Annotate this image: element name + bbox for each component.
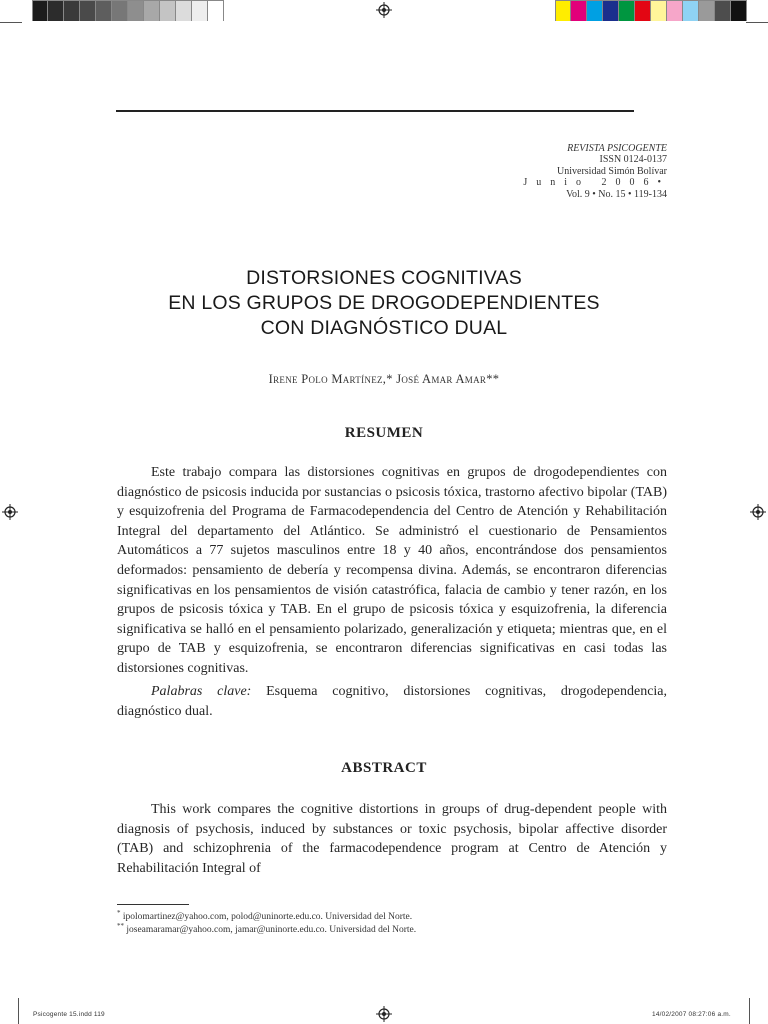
- calibration-swatch: [48, 1, 64, 21]
- registration-mark-top-icon: [376, 2, 392, 18]
- title-line: EN LOS GRUPOS DE DROGODEPENDIENTES: [168, 292, 600, 314]
- journal-info: [523, 143, 670, 200]
- crop-mark: [0, 22, 22, 23]
- calibration-swatch: [587, 1, 603, 21]
- resumen-body: Este trabajo compara las distorsiones cognitivas en grupos de drogodependientes con diagnóstico de psicosis inducida por sustancias o psicosis tóxica, trastorno afectivo bipolar (TAB) y esquizofrenia del Programa de Farmacodependencia del Centro de Atención y Rehabilitación Integral del departamento del Atlántico. Se administró el cuestionario de Pensamientos Automáticos a 77 sujetos masculinos entre 18 y 40 años, encontrándose dos pensamientos deformados: pensamiento de debería y recompensa divina. Además, se encontraron diferencias significativas en los pensamientos de visión catastrófica, falacia de cambio y tener razón, en los grupos de psicosis tóxica y TAB. En el grupo de psicosis tóxica y esquizofrenia, la diferencia significativa se halló en el pensamiento polarizado, generalización y etiqueta; mientras que, en el grupo de TAB y esquizofrenia, se encontraron diferencias significativas en casi todas las distorsiones cognitivas.: [117, 465, 667, 676]
- calibration-swatch: [64, 1, 80, 21]
- calibration-swatch: [731, 1, 747, 21]
- header-rule: [116, 110, 634, 112]
- article-title: [0, 266, 768, 341]
- keywords-label: Palabras clave:: [151, 684, 252, 699]
- crop-mark: [749, 998, 750, 1024]
- registration-mark-left-icon: [2, 504, 18, 520]
- title-line: DISTORSIONES COGNITIVAS: [246, 267, 522, 289]
- calibration-swatch: [208, 1, 224, 21]
- journal-date: Junio 2006•: [523, 177, 670, 189]
- calibration-swatch: [192, 1, 208, 21]
- calibration-swatch: [651, 1, 667, 21]
- journal-issn: ISSN 0124-0137: [599, 154, 667, 166]
- journal-name: REVISTA PSICOGENTE: [567, 143, 667, 154]
- resumen-heading: RESUMEN: [344, 425, 424, 441]
- calibration-swatch: [635, 1, 651, 21]
- calibration-swatch: [112, 1, 128, 21]
- journal-university: Universidad Simón Bolívar: [557, 165, 667, 177]
- calibration-swatch: [96, 1, 112, 21]
- registration-mark-right-icon: [750, 504, 766, 520]
- resumen-keywords: [117, 682, 667, 721]
- calibration-swatch: [603, 1, 619, 21]
- calibration-swatch: [144, 1, 160, 21]
- footnote-text: ipolomartinez@yahoo.com, polod@uninorte.edu.co. Universidad del Norte.: [122, 912, 413, 923]
- journal-volume: Vol. 9 • No. 15 • 119-134: [566, 188, 667, 200]
- abstract-body: This work compares the cognitive distortions in groups of drug-dependent people with diagnosis of psychosis, induced by substances or toxic psychosis, bipolar affective disorder (TAB) and schizophrenia of the farmacodependence program at Centro de Atención y Rehabilitación Integral of: [117, 802, 667, 876]
- crop-mark: [746, 22, 768, 23]
- calibration-swatch: [176, 1, 192, 21]
- footnote-mark: **: [117, 922, 124, 930]
- calibration-swatch: [619, 1, 635, 21]
- registration-mark-bottom-icon: [376, 1006, 392, 1022]
- print-slug-file: Psicogente 15.indd 119: [33, 1011, 105, 1018]
- calibration-swatch: [128, 1, 144, 21]
- article-authors: Irene Polo Martínez,* José Amar Amar**: [268, 372, 500, 386]
- footnote-2: [117, 920, 677, 936]
- calibration-swatch: [571, 1, 587, 21]
- footnote-rule: [117, 904, 189, 905]
- footnote-text: joseamaramar@yahoo.com, jamar@uninorte.edu.co. Universidad del Norte.: [126, 925, 417, 936]
- calibration-swatch: [683, 1, 699, 21]
- calibration-swatch: [160, 1, 176, 21]
- calibration-swatch: [80, 1, 96, 21]
- keywords-text: Esquema cognitivo, distorsiones cognitivas, drogodependencia, diagnóstico dual.: [117, 684, 668, 719]
- calibration-swatch: [715, 1, 731, 21]
- calibration-swatch: [32, 1, 48, 21]
- abstract-heading: ABSTRACT: [341, 760, 427, 776]
- grayscale-calibration-bar: [32, 0, 224, 20]
- print-slug-timestamp: 14/02/2007 08:27:06 a.m.: [652, 1011, 731, 1018]
- calibration-swatch: [555, 1, 571, 21]
- calibration-swatch: [699, 1, 715, 21]
- crop-mark: [18, 998, 19, 1024]
- calibration-swatch: [667, 1, 683, 21]
- title-line: CON DIAGNÓSTICO DUAL: [260, 317, 508, 339]
- color-calibration-bar: [555, 0, 747, 20]
- footnote-mark: *: [117, 909, 121, 917]
